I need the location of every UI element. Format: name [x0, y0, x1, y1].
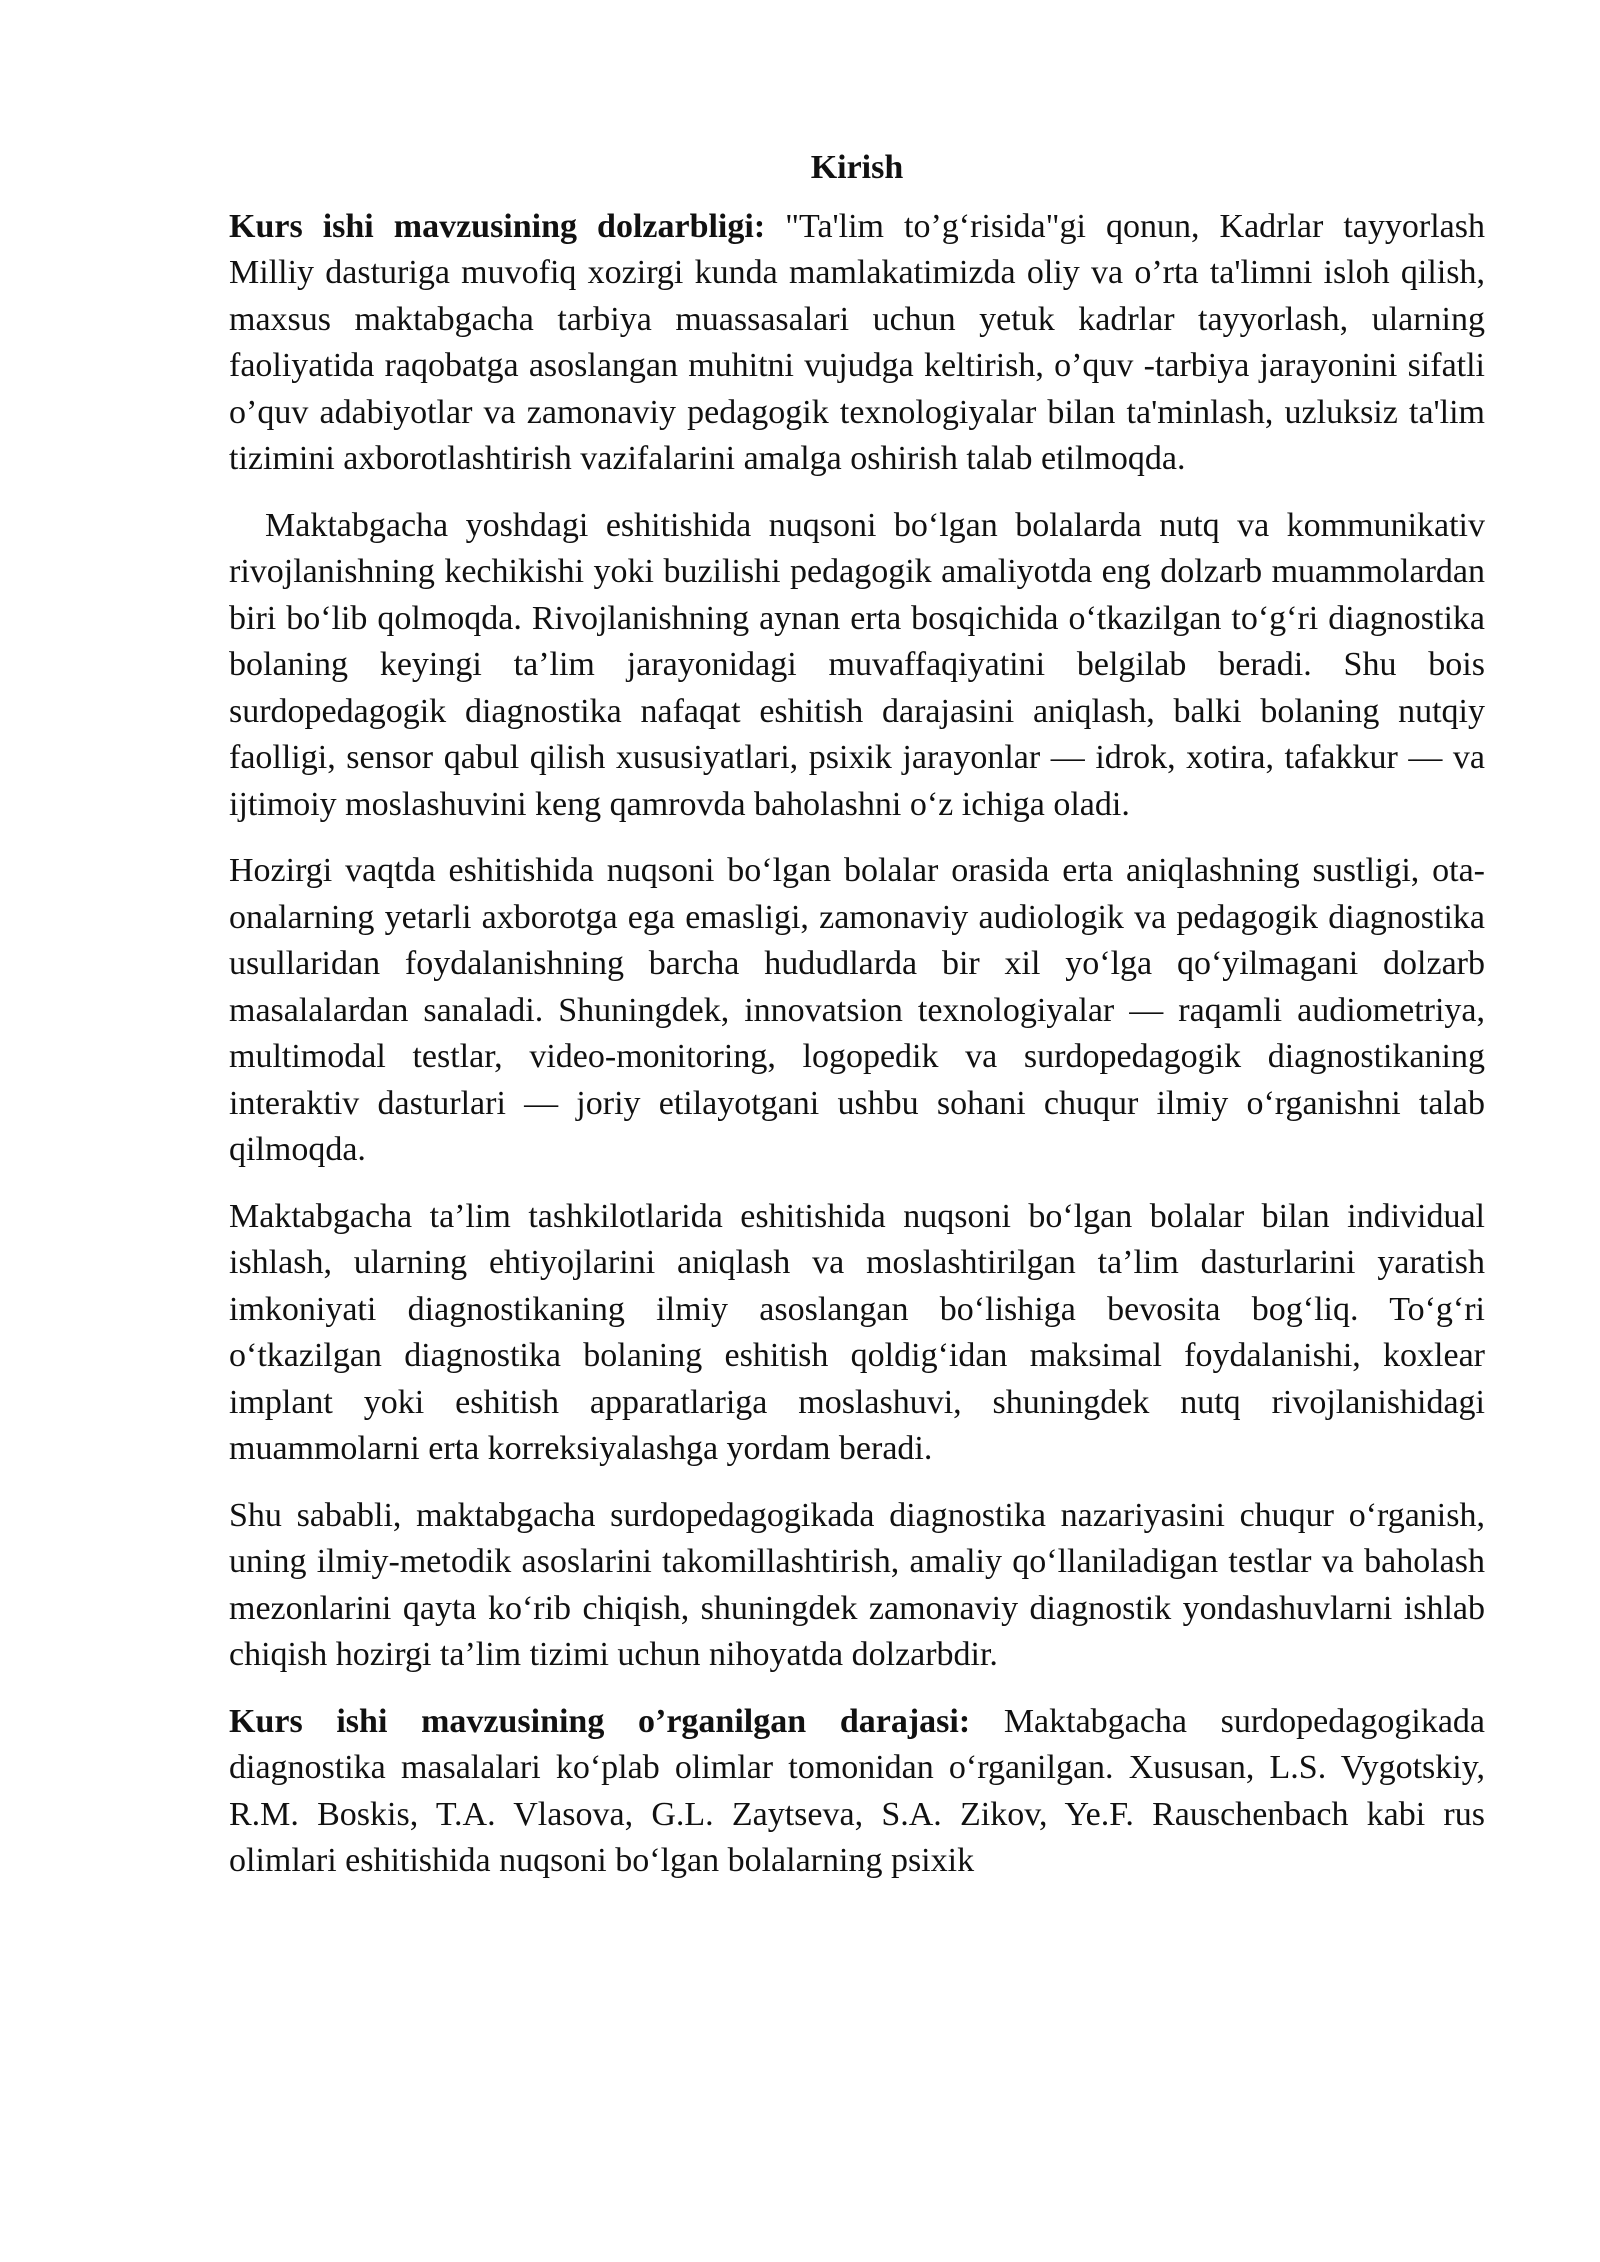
- paragraph-text: Maktabgacha surdopedagogikada diagnostika masalalari ko‘plab olimlar tomonidan o‘rganilgan. Xususan, L.S. Vygotskiy, R.M. Boskis, T.A. Vlasova, G.L. Zaytseva, S.A. Zikov, Ye.F. Rauschenbach kabi rus olimlari eshitishida nuqsoni bo‘lgan bolalarning psixik: [229, 1702, 1485, 1879]
- paragraph-conclusion: [229, 1493, 1485, 1679]
- paragraph-study-degree: [229, 1699, 1485, 1885]
- paragraph-diagnostics-intro: [229, 503, 1485, 829]
- paragraph-relevance: [229, 204, 1485, 483]
- paragraph-text: Maktabgacha ta’lim tashkilotlarida eshitishida nuqsoni bo‘lgan bolalar bilan individual ishlash, ularning ehtiyojlarini aniqlash va moslashtirilgan ta’lim dasturlarini yaratish imkoniyati diagnostikaning ilmiy asoslangan bo‘lishiga bevosita bog‘liq. To‘g‘ri o‘tkazilgan diagnostika bolaning eshitish qoldig‘idan maksimal foydalanishi, koxlear implant yoki eshitish apparatlariga moslashuvi, shuningdek nutq rivojlanishidagi muammolarni erta korreksiyalashga yordam beradi.: [229, 1197, 1485, 1467]
- paragraph-lead: Kurs ishi mavzusining dolzarbligi:: [229, 207, 766, 245]
- paragraph-text: Maktabgacha yoshdagi eshitishida nuqsoni bo‘lgan bolalarda nutq va kommunikativ rivojlanishning kechikishi yoki buzilishi pedagogik amaliyotda eng dolzarb muammolardan biri bo‘lib qolmoqda. Rivojlanishning aynan erta bosqichida o‘tkazilgan to‘g‘ri diagnostika bolaning keyingi ta’lim jarayonidagi muvaffaqiyatini belgilab beradi. Shu bois surdopedagogik diagnostika nafaqat eshitish darajasini aniqlash, balki bolaning nutqiy faolligi, sensor qabul qilish xususiyatlari, psixik jarayonlar — idrok, xotira, tafakkur — va ijtimoiy moslashuvini keng qamrovda baholashni o‘z ichiga oladi.: [229, 506, 1485, 823]
- document-title: Kirish: [810, 149, 904, 186]
- paragraph-text: Shu sababli, maktabgacha surdopedagogikada diagnostika nazariyasini chuqur o‘rganish, uning ilmiy-metodik asoslarini takomillashtirish, amaliy qo‘llaniladigan testlar va baholash mezonlarini qayta ko‘rib chiqish, shuningdek zamonaviy diagnostik yondashuvlarni ishlab chiqish hozirgi ta’lim tizimi uchun nihoyatda dolzarbdir.: [229, 1496, 1485, 1673]
- paragraph-current-issues: [229, 848, 1485, 1174]
- paragraph-preschool-institutions: [229, 1194, 1485, 1473]
- paragraph-lead: Kurs ishi mavzusining o’rganilgan darajasi:: [229, 1702, 971, 1740]
- document-page: [229, 145, 1485, 1905]
- paragraph-text: "Ta'lim to’g‘risida"gi qonun, Kadrlar tayyorlash Milliy dasturiga muvofiq xozirgi kunda mamlakatimizda oliy va o’rta ta'limni isloh qilish, maxsus maktabgacha tarbiya muassasalari uchun yetuk kadrlar tayyorlash, ularning faoliyatida raqobatga asoslangan muhitni vujudga keltirish, o’quv -tarbiya jarayonini sifatli o’quv adabiyotlar va zamonaviy pedagogik texnologiyalar bilan ta'minlash, uzluksiz ta'lim tizimini axborotlashtirish vazifalarini amalga oshirish talab etilmoqda.: [229, 207, 1485, 477]
- paragraph-text: Hozirgi vaqtda eshitishida nuqsoni bo‘lgan bolalar orasida erta aniqlashning sustligi, ota-onalarning yetarli axborotga ega emasligi, zamonaviy audiologik va pedagogik diagnostika usullaridan foydalanishning barcha hududlarda bir xil yo‘lga qo‘yilmagani dolzarb masalalardan sanaladi. Shuningdek, innovatsion texnologiyalar — raqamli audiometriya, multimodal testlar, video-monitoring, logopedik va surdopedagogik diagnostikaning interaktiv dasturlari — joriy etilayotgani ushbu sohani chuqur ilmiy o‘rganishni talab qilmoqda.: [229, 852, 1485, 1168]
